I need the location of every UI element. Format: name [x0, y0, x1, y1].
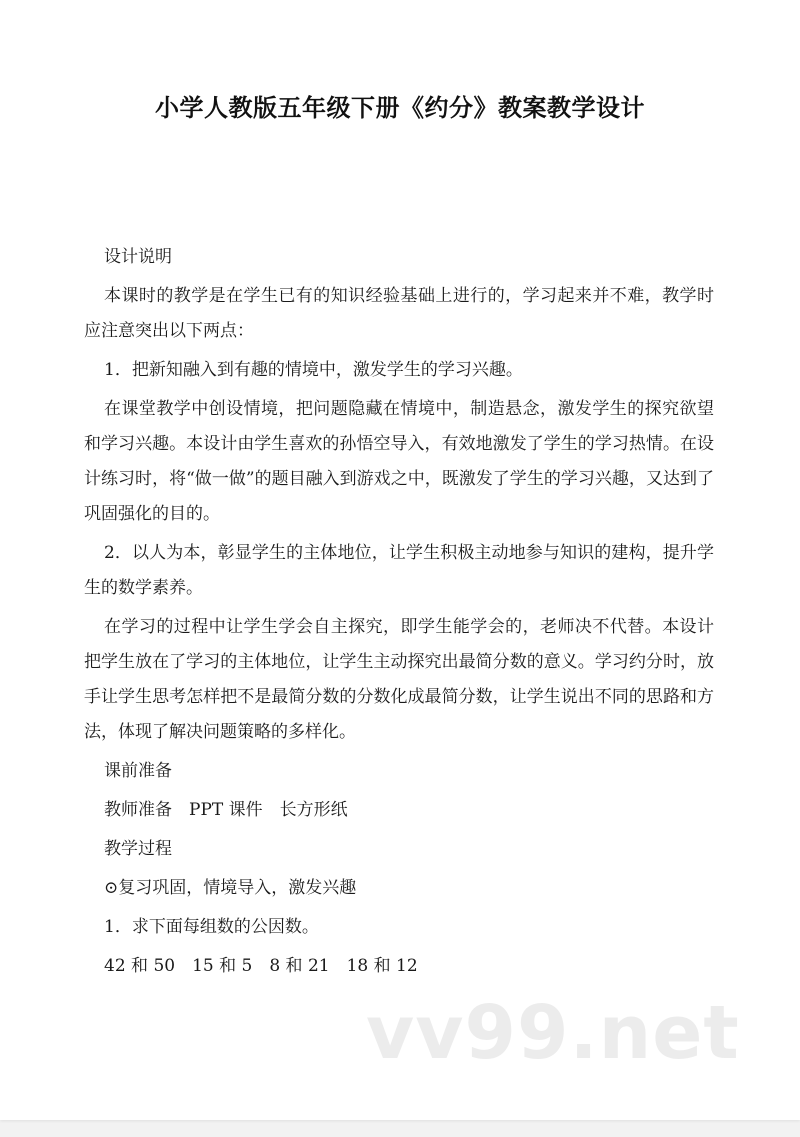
- paragraph-point-1-detail: 在课堂教学中创设情境，把问题隐藏在情境中，制造悬念，激发学生的探究欲望和学习兴趣。本设计由学生喜欢的孙悟空导入，有效地激发了学生的学习热情。在设计练习时，将“做一做”的题目融入到游戏之中，既激发了学生的学习兴趣，又达到了巩固强化的目的。: [84, 399, 714, 524]
- paragraph-point-2-detail: 在学习的过程中让学生学会自主探究，即学生能学会的，老师决不代替。本设计把学生放在了学习的主体地位，让学生主动探究出最简分数的意义。学习约分时，放手让学生思考怎样把不是最简分数的分数化成最简分数，让学生说出不同的思路和方法，体现了解决问题策略的多样化。: [84, 617, 714, 742]
- section-heading-design-notes: 设计说明: [104, 247, 172, 267]
- document-body: [84, 240, 714, 988]
- paragraph-intro: 本课时的教学是在学生已有的知识经验基础上进行的，学习起来并不难，教学时应注意突出以下两点：: [84, 286, 714, 341]
- watermark: vv99.net: [366, 990, 740, 1076]
- paragraph-point-2: 2．以人为本，彰显学生的主体地位，让学生积极主动地参与知识的建构，提升学生的数学素养。: [84, 543, 714, 598]
- document-title: 小学人教版五年级下册《约分》教案教学设计: [155, 94, 645, 122]
- exercise-question-1: 1．求下面每组数的公因数。: [104, 917, 319, 937]
- exercise-number-groups: 42 和 50 15 和 5 8 和 21 18 和 12: [104, 956, 418, 976]
- paragraph-point-1: 1．把新知融入到有趣的情境中，激发学生的学习兴趣。: [104, 360, 523, 380]
- paragraph-teacher-preparation: 教师准备 PPT 课件 长方形纸: [104, 800, 348, 820]
- subsection-review-intro: ⊙复习巩固，情境导入，激发兴趣: [104, 878, 357, 898]
- section-heading-teaching-process: 教学过程: [104, 839, 172, 859]
- section-heading-preparation: 课前准备: [104, 761, 172, 781]
